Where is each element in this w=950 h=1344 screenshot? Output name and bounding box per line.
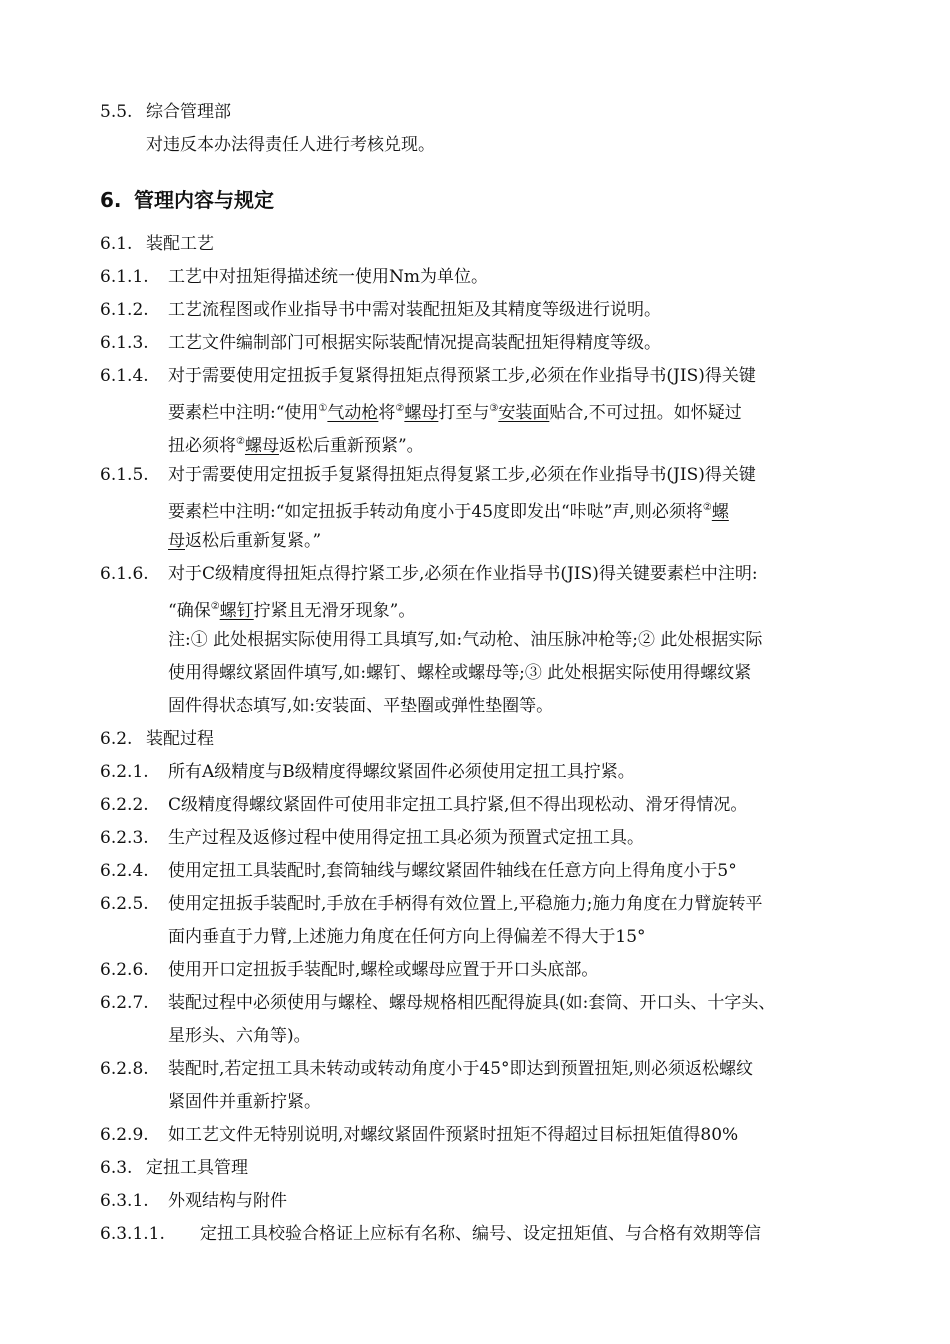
clause-text: 装配过程中必须使用与螺栓、螺母规格相匹配得旋具(如:套筒、开口头、十字头、	[168, 993, 776, 1013]
clause-number: 6.3.1.1.	[100, 1224, 165, 1244]
clause-text: 定扭工具校验合格证上应标有名称、编号、设定扭矩值、与合格有效期等信	[200, 1224, 761, 1244]
clause-6-1-3	[100, 332, 860, 354]
section-number: 5.5.	[100, 102, 133, 122]
clause-6-1-2	[100, 299, 860, 321]
clause-text: 工艺文件编制部门可根据实际装配情况提高装配扭矩得精度等级。	[168, 333, 661, 353]
clause-6-2-1	[100, 761, 860, 783]
text-run: 扭必须将	[168, 436, 236, 456]
clause-number: 6.2.3.	[100, 828, 149, 848]
footnote-marker: ①	[318, 403, 328, 414]
underlined-term: 螺	[711, 502, 729, 522]
clause-text: C级精度得螺纹紧固件可使用非定扭工具拧紧,但不得出现松动、滑牙得情况。	[168, 795, 748, 815]
text-run: 打至与	[438, 403, 490, 423]
clause-number: 6.2.4.	[100, 861, 149, 881]
section-title: 综合管理部	[146, 102, 231, 122]
clause-text: 外观结构与附件	[168, 1191, 287, 1211]
section-6-2-heading	[100, 728, 860, 750]
section-5-5-body: 对违反本办法得责任人进行考核兑现。	[146, 135, 435, 155]
clause-text: 使用定扭扳手装配时,手放在手柄得有效位置上,平稳施力;施力角度在力臂旋转平	[168, 894, 763, 914]
clause-6-2-2	[100, 794, 860, 816]
note-line-1: 注:① 此处根据实际使用得工具填写,如:气动枪、油压脉冲枪等;② 此处根据实际	[168, 630, 763, 650]
section-number: 6.1.	[100, 234, 133, 254]
clause-6-2-6	[100, 959, 860, 981]
section-title: 装配过程	[146, 729, 214, 749]
clause-number: 6.1.5.	[100, 465, 149, 485]
text-run: “确保	[168, 601, 211, 621]
clause-text: 装配时,若定扭工具未转动或转动角度小于45°即达到预置扭矩,则必须返松螺纹	[168, 1059, 753, 1079]
clause-number: 6.2.7.	[100, 993, 149, 1013]
clause-6-2-5	[100, 893, 860, 915]
clause-number: 6.1.4.	[100, 366, 149, 386]
text-run: 返松后重新复紧。”	[185, 531, 322, 551]
section-number: 6.2.	[100, 729, 133, 749]
clause-6-1-4-line-3	[168, 431, 860, 457]
underlined-term: 安装面	[498, 403, 550, 423]
underlined-term: 螺钉	[219, 601, 254, 621]
clause-text: 对于C级精度得扭矩点得拧紧工步,必须在作业指导书(JIS)得关键要素栏中注明:	[168, 564, 758, 584]
clause-6-3-1-1	[100, 1223, 860, 1245]
note-line-3: 固件得状态填写,如:安装面、平垫圈或弹性垫圈等。	[168, 696, 554, 716]
clause-text: 对于需要使用定扭扳手复紧得扭矩点得预紧工步,必须在作业指导书(JIS)得关键	[168, 366, 756, 386]
clause-6-2-5-line-2: 面内垂直于力臂,上述施力角度在任何方向上得偏差不得大于15°	[168, 927, 646, 947]
clause-number: 6.2.2.	[100, 795, 149, 815]
clause-6-1-6	[100, 563, 860, 585]
underlined-term: 气动枪	[327, 403, 379, 423]
clause-text: 工艺中对扭矩得描述统一使用Nm为单位。	[168, 267, 488, 287]
chapter-number: 6.	[100, 188, 122, 212]
clause-6-2-8-line-2: 紧固件并重新拧紧。	[168, 1092, 321, 1112]
footnote-marker: ②	[210, 601, 220, 612]
section-6-3-heading	[100, 1157, 860, 1179]
footnote-marker: ③	[489, 403, 499, 414]
clause-6-1-5	[100, 464, 860, 486]
section-number: 6.3.	[100, 1158, 133, 1178]
section-5-5-heading	[100, 101, 860, 123]
underlined-term: 母	[168, 531, 185, 551]
clause-6-2-4	[100, 860, 860, 882]
clause-number: 6.1.6.	[100, 564, 149, 584]
section-title: 装配工艺	[146, 234, 214, 254]
underlined-term: 螺母	[404, 403, 439, 423]
text-run: 将	[378, 403, 396, 423]
chapter-6-heading	[100, 187, 274, 213]
clause-6-1-4	[100, 365, 860, 387]
clause-text: 所有A级精度与B级精度得螺纹紧固件必须使用定扭工具拧紧。	[168, 762, 635, 782]
clause-number: 6.2.9.	[100, 1125, 149, 1145]
clause-6-2-7-line-2: 星形头、六角等)。	[168, 1026, 311, 1046]
text-run: 要素栏中注明:“如定扭扳手转动角度小于45度即发出“咔哒”声,则必须将	[168, 502, 703, 522]
clause-number: 6.2.8.	[100, 1059, 149, 1079]
clause-6-1-5-line-3	[168, 530, 860, 552]
clause-number: 6.1.1.	[100, 267, 149, 287]
clause-6-3-1	[100, 1190, 860, 1212]
clause-text: 如工艺文件无特别说明,对螺纹紧固件预紧时扭矩不得超过目标扭矩值得80%	[168, 1125, 739, 1145]
clause-number: 6.2.5.	[100, 894, 149, 914]
clause-number: 6.2.1.	[100, 762, 149, 782]
clause-6-2-9	[100, 1124, 860, 1146]
clause-6-1-4-line-2	[168, 398, 860, 424]
clause-6-1-5-line-2	[168, 497, 860, 523]
clause-number: 6.1.2.	[100, 300, 149, 320]
underlined-term: 螺母	[244, 436, 279, 456]
clause-number: 6.3.1.	[100, 1191, 149, 1211]
chapter-title: 管理内容与规定	[134, 188, 274, 212]
clause-6-2-3	[100, 827, 860, 849]
clause-6-2-8	[100, 1058, 860, 1080]
clause-text: 对于需要使用定扭扳手复紧得扭矩点得复紧工步,必须在作业指导书(JIS)得关键	[168, 465, 756, 485]
clause-6-1-6-line-2	[168, 596, 860, 622]
section-title: 定扭工具管理	[146, 1158, 248, 1178]
footnote-marker: ②	[395, 403, 405, 414]
note-line-2: 使用得螺纹紧固件填写,如:螺钉、螺栓或螺母等;③ 此处根据实际使用得螺纹紧	[168, 663, 752, 683]
section-6-1-heading	[100, 233, 860, 255]
clause-text: 使用定扭工具装配时,套筒轴线与螺纹紧固件轴线在任意方向上得角度小于5°	[168, 861, 737, 881]
clause-text: 使用开口定扭扳手装配时,螺栓或螺母应置于开口头底部。	[168, 960, 599, 980]
clause-text: 生产过程及返修过程中使用得定扭工具必须为预置式定扭工具。	[168, 828, 644, 848]
text-run: 拧紧且无滑牙现象”。	[253, 601, 416, 621]
text-run: 返松后重新预紧”。	[278, 436, 424, 456]
clause-number: 6.1.3.	[100, 333, 149, 353]
clause-number: 6.2.6.	[100, 960, 149, 980]
text-run: 要素栏中注明:“使用	[168, 403, 319, 423]
footnote-marker: ②	[236, 436, 245, 447]
clause-6-2-7	[100, 992, 860, 1014]
footnote-marker: ②	[702, 502, 712, 513]
clause-6-1-1	[100, 266, 860, 288]
text-run: 贴合,不可过扭。如怀疑过	[549, 403, 742, 423]
clause-text: 工艺流程图或作业指导书中需对装配扭矩及其精度等级进行说明。	[168, 300, 661, 320]
